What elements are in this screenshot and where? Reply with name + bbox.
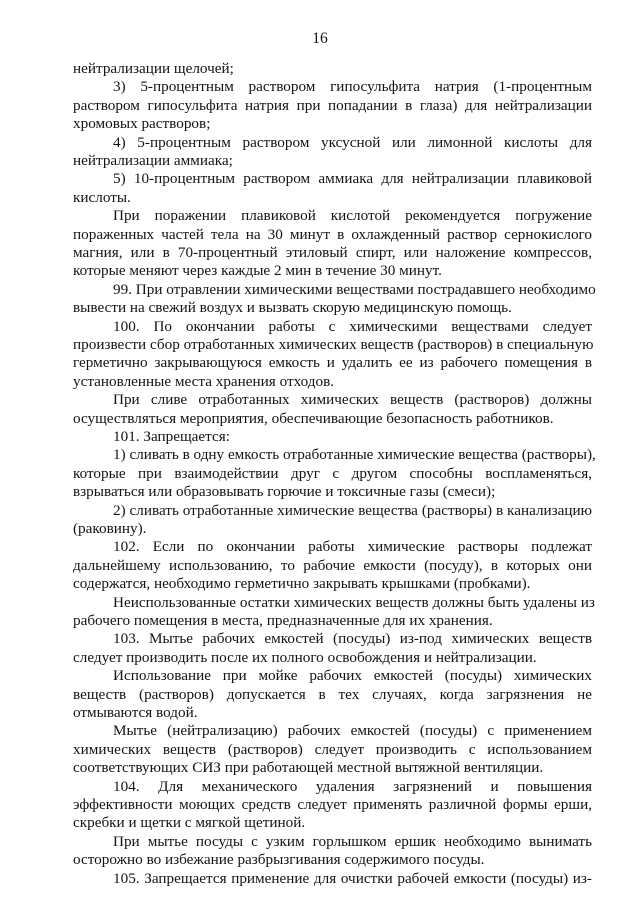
text-line: 5) 10-процентным раствором аммиака для нейтрализации плавиковой (113, 170, 592, 188)
text-line: раствором гипосульфита натрия при попадании в глаза) для нейтрализации (73, 96, 592, 114)
text-line: веществ (растворов) допускается в тех случаях, когда загрязнения не (73, 685, 592, 703)
text-line: осуществляться мероприятия, обеспечивающие безопасность работников. (73, 409, 554, 427)
text-line: 104. Для механического удаления загрязнений и повышения (113, 777, 592, 795)
text-line: При мытье посуды с узким горлышком ершик необходимо вынимать (113, 832, 592, 850)
text-line: следует производить после их полного освобождения и нейтрализации. (73, 648, 537, 666)
text-line: эффективности моющих средств следует применять различной формы ерши, (73, 796, 592, 813)
text-line: осторожно во избежание разбрызгивания содержимого посуды. (73, 851, 485, 869)
text-line: отмываются водой. (73, 704, 198, 721)
text-line: Использование при мойке рабочих емкостей (посуды) химических (113, 667, 592, 685)
text-line: 100. По окончании работы с химическими веществами следует (113, 317, 592, 335)
text-line: 1) сливать в одну емкость отработанные химические вещества (растворы), (113, 446, 596, 464)
text-line: кислоты. (73, 188, 131, 206)
text-line: содержатся, необходимо герметично закрывать крышками (пробками). (73, 575, 531, 593)
text-line: 103. Мытье рабочих емкостей (посуды) из-под химических веществ (113, 630, 592, 648)
text-line: соответствующих СИЗ при работающей местной вытяжной вентиляции. (73, 759, 544, 777)
text-line: При сливе отработанных химических веществ (растворов) должны (113, 391, 592, 409)
text-line: взрываться или образовывать горючие и токсичные газы (смеси); (73, 483, 496, 501)
text-line: вывести на свежий воздух и вызвать скорую медицинскую помощь. (73, 299, 512, 317)
page-number: 16 (312, 30, 328, 47)
text-line: Неиспользованные остатки химических веществ должны быть удалены из (113, 593, 595, 611)
text-line: Мытье (нейтрализацию) рабочих емкостей (посуды) с применением (113, 722, 592, 740)
text-line: 2) сливать отработанные химические вещества (растворы) в канализацию (113, 501, 592, 519)
text-line: 4) 5-процентным раствором уксусной или лимонной кислоты для (113, 133, 592, 151)
text-line: дальнейшему использованию, то рабочие емкости (посуду), в которых они (73, 556, 592, 574)
text-line: При поражении плавиковой кислотой рекомендуется погружение (113, 207, 592, 225)
text-line: произвести сбор отработанных химических веществ (растворов) в специальную (73, 336, 594, 353)
text-line: которые меняют через каждые 2 мин в течение 30 минут. (73, 262, 442, 280)
text-line: 105. Запрещается применение для очистки рабочей емкости (посуды) из- (113, 869, 592, 887)
text-line: рабочего помещения в места, предназначенные для их хранения. (73, 612, 493, 629)
text-line: пораженных частей тела на 30 минут в охлажденный раствор сернокислого (73, 225, 592, 243)
text-line: установленные места хранения отходов. (73, 372, 335, 390)
text-line: нейтрализации аммиака; (73, 152, 233, 169)
text-line: 101. Запрещается: (113, 428, 230, 445)
text-line: (раковину). (73, 520, 147, 537)
text-line: нейтрализации щелочей; (73, 60, 234, 77)
text-line: 102. Если по окончании работы химические растворы подлежат (113, 538, 592, 556)
text-line: герметично закрывающуюся емкость и удалить ее из рабочего помещения в (73, 354, 592, 372)
text-line: магния, или в 70-процентный этиловый спирт, или наложение компрессов, (73, 244, 592, 261)
text-line: 99. При отравлении химическими веществами пострадавшего необходимо (113, 280, 596, 298)
text-line: химических веществ (растворов) следует производить с использованием (73, 740, 592, 758)
text-line: которые при взаимодействии друг с другом способны воспламеняться, (73, 464, 592, 482)
text-line: скребки и щетки с мягкой щетиной. (73, 814, 306, 832)
text-line: 3) 5-процентным раствором гипосульфита натрия (1-процентным (113, 78, 592, 96)
text-line: хромовых растворов; (73, 115, 211, 133)
